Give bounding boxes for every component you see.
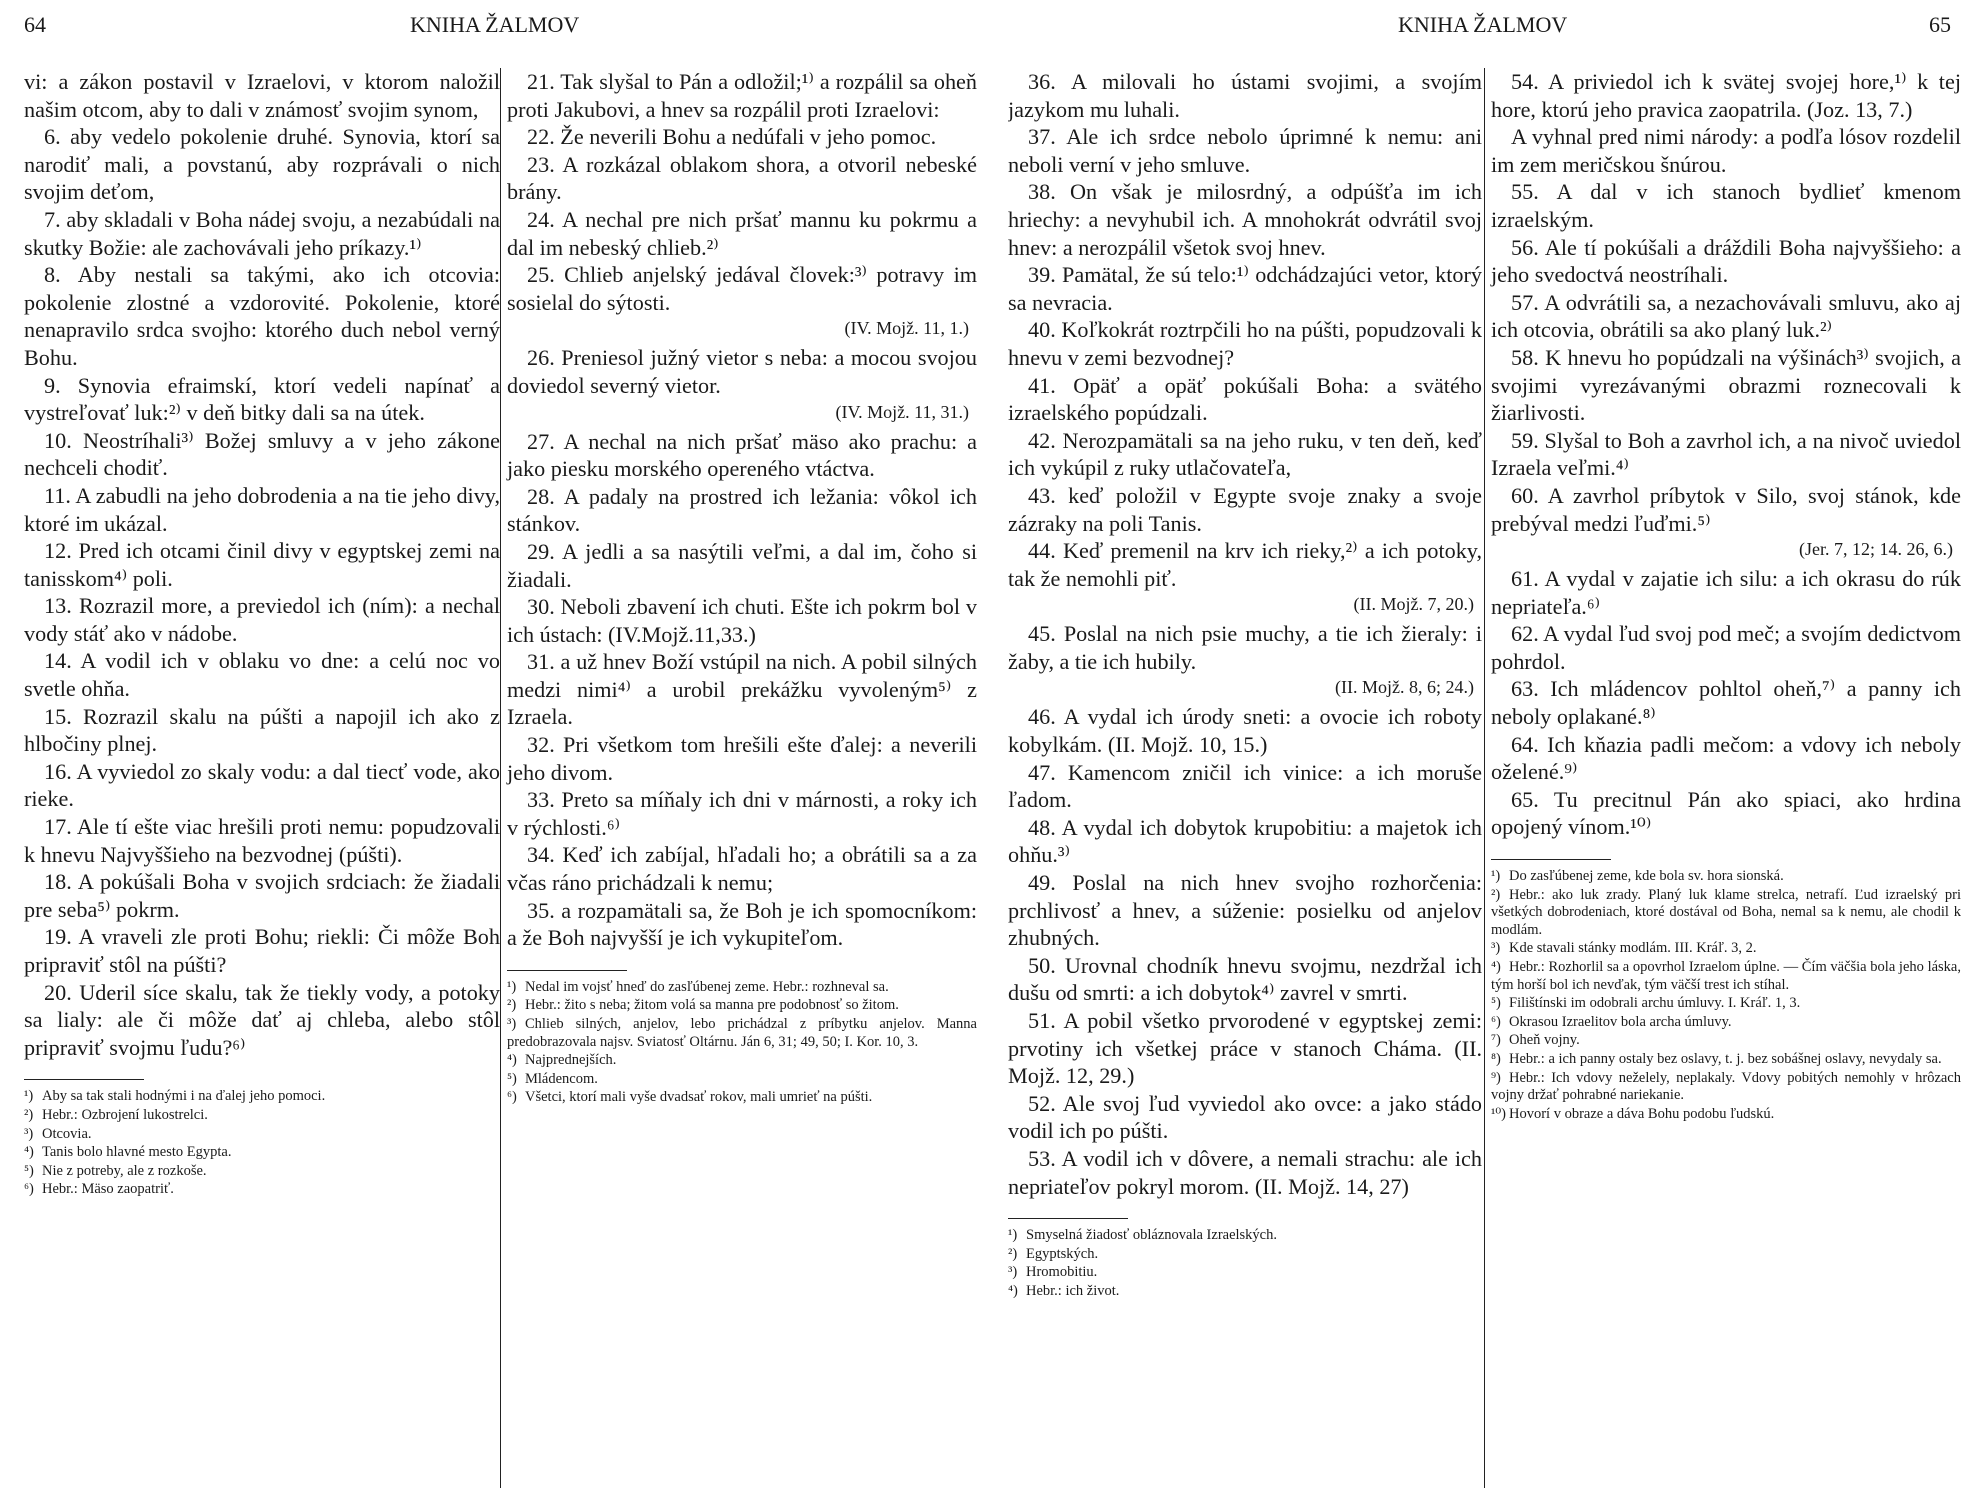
text-column <box>1008 68 1482 1488</box>
footnote-number: ⁶) <box>24 1181 34 1198</box>
verse: 7. aby skladali v Boha nádej svoju, a nezabúdali na skutky Božie: ale zachovávali jeho príkazy.¹⁾ <box>24 206 500 260</box>
footnote <box>507 979 977 997</box>
verse: 47. Kamencom zničil ich vinice: a ich moruše ľadom. <box>1008 759 1482 813</box>
footnote <box>24 1163 500 1181</box>
verse: 21. Tak slyšal to Pán a odložil;¹⁾ a rozpálil sa oheň proti Jakubovi, a hnev sa rozpálil proti Izraelovi: <box>507 69 977 122</box>
footnote-number: ¹) <box>1491 868 1501 885</box>
verse: vi: a zákon postavil v Izraelovi, v ktorom naložil našim otcom, aby to dali v známosť svojim synom, <box>24 69 500 122</box>
verse: 9. Synovia efraimskí, ktorí vedeli napínať a vystreľovať luk:²⁾ v deň bitky dali sa na útek. <box>24 372 500 426</box>
verse: 37. Ale ich srdce nebolo úprimné k nemu: ani neboli verní v jeho smluve. <box>1008 124 1482 177</box>
footnote <box>24 1181 500 1199</box>
footnote-text: Hebr.: Rozhorlil sa a opovrhol Izraelom úplne. — Čím väčšia bola jeho láska, tým horší bol ich nevďak, tým väčší trest ich stíhal. <box>1491 959 1961 993</box>
footnote <box>24 1088 500 1106</box>
footnote-text: Otcovia. <box>42 1125 92 1142</box>
footnote <box>24 1126 500 1144</box>
right-page <box>988 0 1968 1501</box>
verse: 55. A dal v ich stanoch bydlieť kmenom izraelským. <box>1491 179 1961 232</box>
page-number: 64 <box>24 12 46 37</box>
verse: 54. A priviedol ich k svätej svojej hore,¹⁾ k tej hore, ktorú jeho pravica zaopatrila. (Joz. 13, 7.) <box>1491 69 1961 122</box>
scripture-reference: (IV. Mojž. 11, 1.) <box>844 318 969 339</box>
footnote <box>1008 1246 1482 1264</box>
footnote-number: ⁴) <box>1491 959 1501 975</box>
verse: 27. A nechal na nich pršať mäso ako prachu: a jako piesku morského opereného vtáctva. <box>507 428 977 482</box>
verse: 58. K hnevu ho popúdzali na výšinách³⁾ svojich, a svojimi vyrezávanými obrazmi roznecovali k žiarlivosti. <box>1491 344 1961 426</box>
verse: 51. A pobil všetko prvorodené v egyptskej zemi: prvotiny ich všetkej práce v stanoch Cháma. (II. Mojž. 12, 29.) <box>1008 1008 1482 1089</box>
footnote-text: Hebr.: ich život. <box>1026 1282 1120 1299</box>
footnote <box>1491 1106 1961 1124</box>
footnote-number: ⁹) <box>1491 1069 1501 1086</box>
footnote <box>507 1071 977 1089</box>
footnote <box>1491 1014 1961 1032</box>
verse: 38. On však je milosrdný, a odpúšťa im ich hriechy: a nevyhubil ich. A mnohokrát odvrátil svoj hnev: a nerozpálil všetok svoj hnev. <box>1008 179 1482 260</box>
footnote-text: Chlieb silných, anjelov, lebo prichádzal z príbytku anjelov. Manna predobrazovala najsv. Sviatosť Oltárnu. Ján 6, 31; 49, 50; I. Kor. 10, 3. <box>507 1016 977 1050</box>
verse: 48. A vydal ich dobytok krupobitiu: a majetok ich ohňu.³⁾ <box>1008 814 1482 868</box>
footnote-text: Okrasou Izraelitov bola archa úmluvy. <box>1509 1013 1732 1030</box>
verse: 43. keď položil v Egypte svoje znaky a svoje zázraky na poli Tanis. <box>1008 482 1482 536</box>
footnote-number: ³) <box>1008 1264 1018 1281</box>
footnote <box>507 1016 977 1051</box>
footnote-text: Nie z potreby, ale z rozkoše. <box>42 1162 207 1179</box>
verse: 62. A vydal ľud svoj pod meč; a svojím dedictvom pohrdol. <box>1491 621 1961 674</box>
verse: 31. a už hnev Boží vstúpil na nich. A pobil silných medzi nimi⁴⁾ a urobil prekážku vyvoleným⁵⁾ z Izraela. <box>507 649 977 730</box>
footnote-number: ²) <box>1491 886 1501 903</box>
verse: 19. A vraveli zle proti Bohu; riekli: Či môže Boh pripraviť stôl na púšti? <box>24 924 500 977</box>
verse: 65. Tu precitnul Pán ako spiaci, ako hrdina opojený vínom.¹⁰⁾ <box>1491 786 1961 840</box>
footnote-text: Najprednejších. <box>525 1052 617 1069</box>
footnote-number: ⁴) <box>1008 1282 1018 1299</box>
footnote-text: Hebr.: ako luk zrady. Planý luk klame strelca, netrafí. Ľud izraelský pri všetkých dobrodeniach, ktoré dostával od Boha, nemal sa k nemu, ale chodil k modlám. <box>1491 886 1961 938</box>
footnote-number: ⁸) <box>1491 1050 1501 1067</box>
verse: 28. A padaly na prostred ich ležania: vôkol ich stánkov. <box>507 483 977 537</box>
footnote-number: ¹) <box>1008 1227 1018 1244</box>
footnote-number: ³) <box>1491 940 1501 957</box>
footnote-text: Nedal im vojsť hneď do zasľúbenej zeme. Hebr.: rozhneval sa. <box>525 978 889 995</box>
footnote <box>24 1107 500 1125</box>
footnote <box>1491 959 1961 994</box>
footnote-text: Kde stavali stánky modlám. III. Kráľ. 3, 2. <box>1509 940 1757 957</box>
footnote <box>1008 1283 1482 1301</box>
footnote-number: ²) <box>1008 1245 1018 1262</box>
footnote-number: ⁴) <box>24 1144 34 1161</box>
footnote <box>1008 1227 1482 1245</box>
footnote-number: ²) <box>24 1106 34 1123</box>
verse: 39. Pamätal, že sú telo:¹⁾ odchádzajúci vetor, ktorý sa nevracia. <box>1008 262 1482 315</box>
footnote-number: ¹) <box>507 978 517 995</box>
footnote-number: ⁴) <box>507 1052 517 1069</box>
scripture-reference: (Jer. 7, 12; 14. 26, 6.) <box>1799 539 1953 560</box>
verse: 26. Preniesol južný vietor s neba: a mocou svojou doviedol severný vietor. <box>507 345 977 398</box>
verse: 46. A vydal ich úrody sneti: a ovocie ich roboty kobylkám. (II. Mojž. 10, 15.) <box>1008 704 1482 758</box>
footnote <box>1491 1032 1961 1050</box>
footnote-text: Všetci, ktorí mali vyše dvadsať rokov, mali umrieť na púšti. <box>525 1089 873 1106</box>
footnote-divider <box>1491 859 1611 860</box>
footnote-number: ³) <box>24 1125 34 1142</box>
footnote-number: ⁵) <box>24 1162 34 1179</box>
verse: 44. Keď premenil na krv ich rieky,²⁾ a ich potoky, tak že nemohli piť. <box>1008 538 1482 591</box>
verse: 61. A vydal v zajatie ich silu: a ich okrasu do rúk nepriateľa.⁶⁾ <box>1491 566 1961 619</box>
text-column <box>500 68 977 1488</box>
footnote <box>1491 940 1961 958</box>
verse: A vyhnal pred nimi národy: a podľa lósov rozdelil im zem meričskou šnúrou. <box>1491 124 1961 177</box>
verse: 40. Koľkokrát roztrpčili ho na púšti, popudzovali k hnevu v zemi bezvodnej? <box>1008 317 1482 370</box>
footnote-text: Hovorí v obraze a dáva Bohu podobu ľudskú. <box>1509 1105 1775 1122</box>
verse: 33. Preto sa míňaly ich dni v márnosti, a roky ich v rýchlosti.⁶⁾ <box>507 787 977 840</box>
footnote <box>24 1144 500 1162</box>
verse: 63. Ich mládencov pohltol oheň,⁷⁾ a panny ich neboly oplakané.⁸⁾ <box>1491 676 1961 730</box>
footnote <box>507 1052 977 1070</box>
verse: 10. Neostríhali³⁾ Božej smluvy a v jeho zákone nechceli chodiť. <box>24 427 500 481</box>
footnote-text: Filištínski im odobrali archu úmluvy. I. Kráľ. 1, 3. <box>1509 995 1801 1012</box>
footnote <box>1491 887 1961 940</box>
footnote-text: Smyselná žiadosť obláznovala Izraelských. <box>1026 1227 1277 1244</box>
verse: 13. Rozrazil more, a previedol ich (ním): a nechal vody stáť ako v nádobe. <box>24 593 500 646</box>
verse: 52. Ale svoj ľud vyviedol ako ovce: a jako stádo vodil ich po púšti. <box>1008 1090 1482 1144</box>
scripture-reference: (II. Mojž. 8, 6; 24.) <box>1335 677 1474 698</box>
verse: 41. Opäť a opäť pokúšali Boha: a svätého izraelského popúdzali. <box>1008 372 1482 426</box>
footnote-text: Do zasľúbenej zeme, kde bola sv. hora sionská. <box>1509 868 1784 885</box>
footnote-number: ¹⁰) <box>1491 1105 1506 1122</box>
footnote-number: ³) <box>507 1016 517 1032</box>
footnote-text: Hromobitiu. <box>1026 1264 1098 1281</box>
verse: 16. A vyviedol zo skaly vodu: a dal tiecť vode, ako rieke. <box>24 758 500 812</box>
footnote-text: Hebr.: žito s neba; žitom volá sa manna pre podobnosť so žitom. <box>525 997 899 1014</box>
scripture-reference: (II. Mojž. 7, 20.) <box>1353 594 1474 615</box>
footnote <box>507 1089 977 1107</box>
footnote-text: Aby sa tak stali hodnými i na ďalej jeho pomoci. <box>42 1088 326 1105</box>
footnote <box>1491 868 1961 886</box>
verse: 34. Keď ich zabíjal, hľadali ho; a obrátili sa a za včas ráno prichádzali k nemu; <box>507 842 977 896</box>
verse: 18. A pokúšali Boha v svojich srdciach: že žiadali pre seba⁵⁾ pokrm. <box>24 869 500 922</box>
page-number: 65 <box>1929 12 1951 37</box>
verse: 8. Aby nestali sa takými, ako ich otcovia: pokolenie zlostné a vzdorovité. Pokolenie, ktoré nenapravilo srdca svojho: ktorého duch nebol verný Bohu. <box>24 262 500 370</box>
verse: 60. A zavrhol príbytok v Silo, svoj stánok, kde prebýval medzi ľuďmi.⁵⁾ <box>1491 482 1961 536</box>
footnote <box>1491 1051 1961 1069</box>
footnote-number: ¹) <box>24 1088 34 1105</box>
verse: 24. A nechal pre nich pršať mannu ku pokrmu a dal im nebeský chlieb.²⁾ <box>507 206 977 260</box>
footnote-number: ⁵) <box>1491 995 1501 1012</box>
verse: 64. Ich kňazia padli mečom: a vdovy ich neboly oželené.⁹⁾ <box>1491 731 1961 785</box>
footnote-text: Hebr.: Mäso zaopatriť. <box>42 1181 174 1198</box>
verse: 36. A milovali ho ústami svojimi, a svojím jazykom mu luhali. <box>1008 69 1482 122</box>
verse: 20. Uderil síce skalu, tak že tiekly vody, a potoky sa lialy: ale či môže dať aj chleba, alebo stôl pripraviť svojmu ľudu?⁶⁾ <box>24 979 500 1060</box>
verse: 57. A odvrátili sa, a nezachovávali smluvu, ako aj ich otcovia, obrátili sa ako planý luk.²⁾ <box>1491 289 1961 343</box>
footnote-text: Hebr.: a ich panny ostaly bez oslavy, t. j. bez sobášnej oslavy, nevydaly sa. <box>1509 1050 1942 1067</box>
verse: 11. A zabudli na jeho dobrodenia a na tie jeho divy, ktoré im ukázal. <box>24 482 500 536</box>
footnote-text: Mládencom. <box>525 1070 598 1087</box>
verse: 59. Slyšal to Boh a zavrhol ich, a na nivoč uviedol Izraela veľmi.⁴⁾ <box>1491 427 1961 481</box>
verse: 15. Rozrazil skalu na púšti a napojil ich ako z hlbočiny plnej. <box>24 703 500 757</box>
verse: 53. A vodil ich v dôvere, a nemali strachu: ale ich nepriateľov pokryl morom. (II. Mojž. 14, 27) <box>1008 1145 1482 1199</box>
verse: 25. Chlieb anjelský jedával človek:³⁾ potravy im sosielal do sýtosti. <box>507 262 977 315</box>
verse: 32. Pri všetkom tom hrešili ešte ďalej: a neverili jeho divom. <box>507 732 977 785</box>
scripture-reference: (IV. Mojž. 11, 31.) <box>835 401 969 422</box>
left-page <box>0 0 980 1501</box>
verse: 23. A rozkázal oblakom shora, a otvoril nebeské brány. <box>507 151 977 205</box>
verse: 50. Urovnal chodník hnevu svojmu, nezdržal ich dušu od smrti: a ich dobytok⁴⁾ zavrel v smrti. <box>1008 952 1482 1006</box>
footnote-divider <box>1008 1218 1128 1219</box>
footnote-divider <box>507 970 627 971</box>
text-column <box>1484 68 1961 1488</box>
verse: 35. a rozpamätali sa, že Boh je ich spomocníkom: a že Boh najvyšší je ich vykupiteľom. <box>507 897 977 951</box>
verse: 17. Ale tí ešte viac hrešili proti nemu: popudzovali k hnevu Najvyššieho na bezvodnej (púšti). <box>24 814 500 867</box>
verse: 56. Ale tí pokúšali a dráždili Boha najvyššieho: a jeho svedoctvá neostríhali. <box>1491 234 1961 288</box>
footnote <box>1491 995 1961 1013</box>
verse: 12. Pred ich otcami činil divy v egyptskej zemi na tanisskom⁴⁾ poli. <box>24 538 500 591</box>
verse: 42. Nerozpamätali sa na jeho ruku, v ten deň, keď ich vykúpil z ruky utlačovateľa, <box>1008 427 1482 481</box>
footnote-number: ⁶) <box>1491 1013 1501 1030</box>
verse: 14. A vodil ich v oblaku vo dne: a celú noc vo svetle ohňa. <box>24 648 500 702</box>
running-title: KNIHA ŽALMOV <box>1398 12 1568 37</box>
verse: 30. Neboli zbavení ich chuti. Ešte ich pokrm bol v ich ústach: (IV.Mojž.11,33.) <box>507 594 977 647</box>
footnote-text: Oheň vojny. <box>1509 1032 1580 1049</box>
running-title: KNIHA ŽALMOV <box>410 12 580 37</box>
footnote-number: ⁵) <box>507 1070 517 1087</box>
verse: 22. Že neverili Bohu a nedúfali v jeho pomoc. <box>527 124 937 150</box>
footnote-divider <box>24 1079 144 1080</box>
footnote <box>1008 1264 1482 1282</box>
verse: 45. Poslal na nich psie muchy, a tie ich žieraly: i žaby, a tie ich hubily. <box>1008 621 1482 674</box>
footnote-number: ²) <box>507 997 517 1014</box>
footnote-text: Hebr.: Ich vdovy neželely, neplakaly. Vdovy pobitých nemohly v hrôzach vojny držať pohrabné nariekanie. <box>1491 1069 1961 1104</box>
footnote-text: Egyptských. <box>1026 1245 1099 1262</box>
footnote-number: ⁶) <box>507 1089 517 1106</box>
footnote <box>507 997 977 1015</box>
verse: 49. Poslal na nich hnev svojho rozhorčenia: prchlivosť a hnev, a súženie: posielku od anjelov zhubných. <box>1008 870 1482 951</box>
text-column <box>24 68 500 1488</box>
footnote-number: ⁷) <box>1491 1032 1501 1049</box>
verse: 6. aby vedelo pokolenie druhé. Synovia, ktorí sa narodiť mali, a povstanú, aby rozprávali o nich svojim deťom, <box>24 124 500 205</box>
footnote <box>1491 1070 1961 1105</box>
verse: 29. A jedli a sa nasýtili veľmi, a dal im, čoho si žiadali. <box>507 538 977 592</box>
footnote-text: Hebr.: Ozbrojení lukostrelci. <box>42 1106 208 1123</box>
footnote-text: Tanis bolo hlavné mesto Egypta. <box>42 1144 232 1161</box>
